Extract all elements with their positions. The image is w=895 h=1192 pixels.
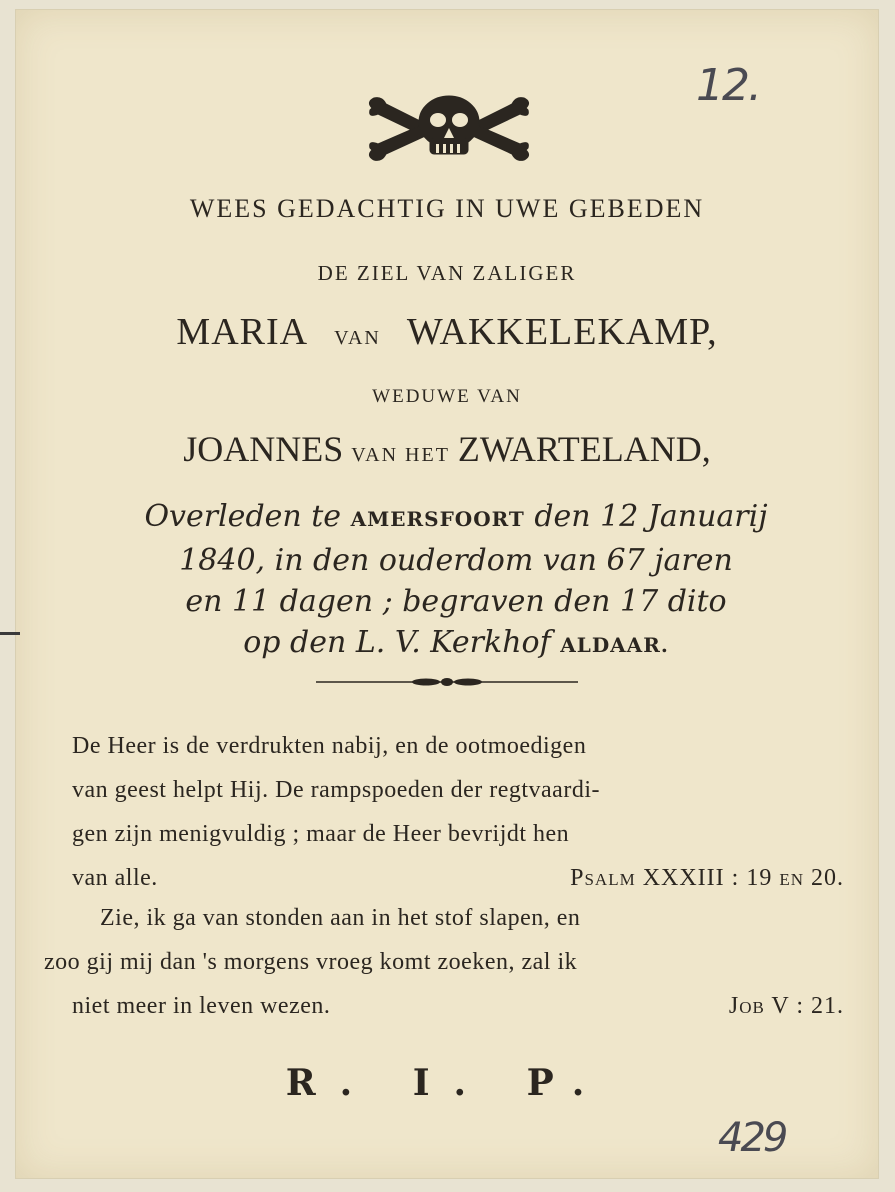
death-line-4: [56, 622, 856, 666]
verse1-line-2: van geest helpt Hij. De rampspoeden der regtvaardi-: [72, 777, 600, 803]
job-reference: Job V : 21.: [728, 993, 844, 1019]
verse1-line-4: [72, 856, 844, 900]
rip-closing: R. I. P.: [285, 1062, 609, 1104]
psalm-reference: Psalm XXXIII : 19 en 20.: [570, 865, 844, 891]
verse1-line-3: gen zijn menigvuldig ; maar de Heer bevrijdt hen: [72, 821, 570, 847]
deceased-first-name: MARIA: [176, 311, 309, 353]
ornamental-divider: [316, 677, 578, 687]
verse2-line-2: zoo gij mij dan 's morgens vroeg komt zoeken, zal ik: [44, 949, 578, 975]
death-notice: [56, 496, 856, 666]
verse2-line-3: [44, 984, 844, 1028]
burial-place-suffix: ALDAAR.: [560, 633, 669, 657]
death-text: Overleden te: [144, 499, 342, 534]
verse2-line-1: Zie, ik ga van stonden aan in het stof slapen, en: [100, 905, 581, 931]
margin-mark: [0, 632, 20, 635]
psalm-verse: [72, 724, 844, 900]
spouse-surname: ZWARTELAND,: [457, 429, 711, 469]
deceased-particle: VAN: [334, 327, 381, 349]
spouse-name: [16, 428, 878, 470]
burial-place: op den L. V. Kerkhof: [243, 625, 551, 660]
header-prayer-line: WEES GEDACHTIG IN UWE GEBEDEN: [189, 194, 705, 223]
spouse-first-name: JOANNES: [183, 429, 344, 469]
header-soul-line: DE ZIEL VAN ZALIGER: [317, 261, 577, 285]
handwritten-number-bottom: 429: [718, 1115, 786, 1161]
verse1-line-1: De Heer is de verdrukten nabij, en de ootmoedigen: [72, 733, 587, 759]
deceased-name: [16, 310, 878, 354]
death-date: den 12 Januarij: [534, 499, 768, 534]
spouse-particle: VAN HET: [351, 444, 450, 466]
death-place: AMERSFOORT: [350, 507, 525, 531]
skull-crossbones-icon: [364, 88, 534, 166]
deceased-surname: WAKKELEKAMP,: [406, 311, 718, 353]
job-verse: [44, 896, 844, 1028]
death-line-3: en 11 dagen ; begraven den 17 dito: [185, 584, 727, 619]
verse2-end: niet meer in leven wezen.: [72, 993, 331, 1019]
death-line-2: 1840, in den ouderdom van 67 jaren: [179, 543, 733, 578]
verse1-end: van alle.: [72, 865, 158, 891]
memorial-card: [16, 10, 878, 1178]
handwritten-number-top: 12.: [696, 60, 760, 111]
relation-line: WEDUWE VAN: [372, 386, 522, 407]
death-line-1: [56, 496, 856, 540]
